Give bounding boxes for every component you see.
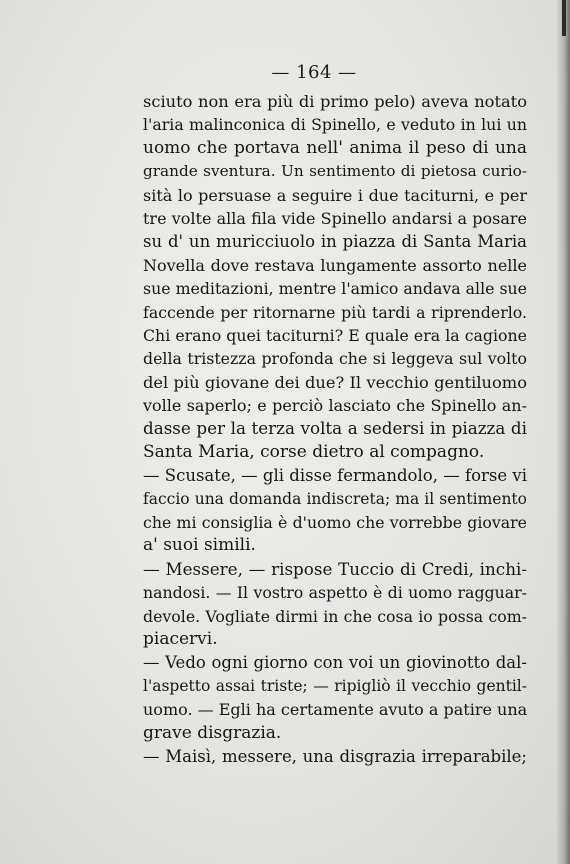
text-line: piacervi. xyxy=(143,628,218,649)
text-line: — Vedo ogni giorno con voi un giovinotto dal- xyxy=(143,653,527,673)
text-line: della tristezza profonda che si leggeva sul volto xyxy=(143,349,527,369)
text-line: Chi erano quei taciturni? E quale era la cagione xyxy=(143,325,527,345)
text-line: grande sventura. Un sentimento di pietosa curio- xyxy=(143,162,527,181)
body-text xyxy=(143,90,527,768)
text-line: sciuto non era più di primo pelo) aveva notato xyxy=(143,92,527,111)
text-line: sue meditazioni, mentre l'amico andava alle sue xyxy=(143,279,527,299)
text-line: su d' un muricciuolo in piazza di Santa Maria xyxy=(143,232,527,252)
text-line: Novella dove restava lungamente assorto nelle xyxy=(143,255,527,275)
page-number: — 164 — xyxy=(271,62,357,83)
text-line: che mi consiglia è d'uomo che vorrebbe giovare xyxy=(143,513,527,533)
text-line: — Messere, — rispose Tuccio di Credi, inchi- xyxy=(143,558,527,579)
text-line: faccio una domanda indiscreta; ma il sentimento xyxy=(143,489,527,508)
text-line: volle saperlo; e perciò lasciato che Spinello an- xyxy=(143,396,527,416)
text-line: uomo. — Egli ha certamente avuto a patire una xyxy=(143,700,528,720)
text-line: grave disgrazia. xyxy=(143,722,282,743)
text-line: dasse per la terza volta a sedersi in piazza di xyxy=(143,418,527,439)
text-line: uomo che portava nell' anima il peso di una xyxy=(143,137,527,158)
text-line: Santa Maria, corse dietro al compagno. xyxy=(143,441,485,462)
text-line: sità lo persuase a seguire i due taciturni, e per xyxy=(143,185,527,205)
text-line: nandosi. — Il vostro aspetto è di uomo ragguar- xyxy=(143,583,527,603)
page-spine-shadow xyxy=(556,0,570,864)
text-line: a' suoi simili. xyxy=(143,535,256,556)
spine-mark xyxy=(562,0,566,36)
text-line: l'aria malinconica di Spinello, e veduto in lui un xyxy=(143,115,527,135)
text-line: tre volte alla fila vide Spinello andarsi a posare xyxy=(143,208,527,228)
text-line: l'aspetto assai triste; — ripigliò il vecchio gentil- xyxy=(143,676,527,695)
text-line: del più giovane dei due? Il vecchio gentiluomo xyxy=(143,372,527,392)
text-line: faccende per ritornarne più tardi a riprenderlo. xyxy=(143,302,527,322)
text-line: devole. Vogliate dirmi in che cosa io possa com- xyxy=(143,606,527,626)
text-line: — Scusate, — gli disse fermandolo, — forse vi xyxy=(143,466,527,486)
text-line: — Maisì, messere, una disgrazia irreparabile; xyxy=(143,746,527,766)
